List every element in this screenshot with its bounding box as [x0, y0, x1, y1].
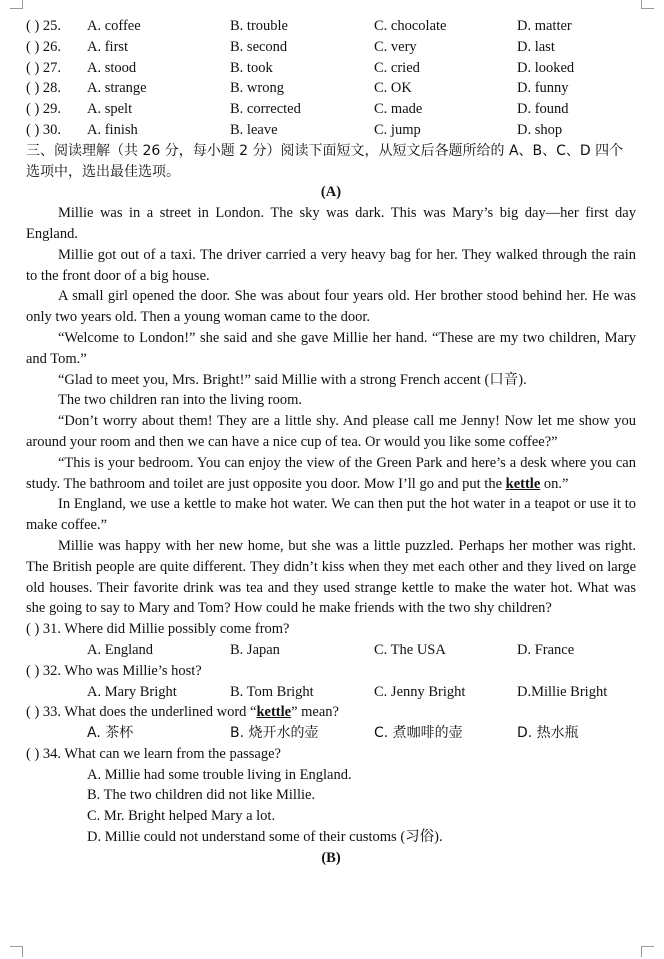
- option-a: A. England: [87, 641, 154, 658]
- corner-mark-bottom-left: [10, 946, 23, 957]
- paragraph: In England, we use a kettle to make hot water. We can then put the hot water in a teapot or use it to make coffee.”: [26, 496, 636, 534]
- option-d: D.Millie Bright: [517, 683, 608, 700]
- option-b: B. corrected: [230, 101, 301, 118]
- option-c: C. very: [374, 38, 417, 55]
- option-row-30: [26, 120, 636, 141]
- question-text: [26, 702, 339, 723]
- question-33-options: [26, 723, 636, 744]
- option-c: C. 煮咖啡的壶: [374, 725, 463, 742]
- question-text-part: ” mean?: [291, 704, 339, 721]
- option-a: A. first: [87, 38, 129, 55]
- document-content: [26, 16, 636, 869]
- option-c: C. cried: [374, 59, 420, 76]
- question-31-options: [26, 640, 636, 661]
- paragraph-text: “This is your bedroom. You can enjoy the view of the Green Park and here’s a desk where you can study. The bathroom and toilet are just opposite you door. Mow I’ll go and put the: [26, 454, 636, 492]
- option-b: B. The two children did not like Millie.: [87, 787, 316, 804]
- option-b: B. trouble: [230, 18, 288, 34]
- option-d: D. Millie could not understand some of their customs (习俗).: [87, 829, 443, 846]
- question-number: ( ) 27.: [26, 59, 62, 76]
- option-b: B. wrong: [230, 80, 284, 97]
- option-d: D. found: [517, 101, 569, 118]
- question-text: ( ) 31. Where did Millie possibly come from?: [26, 621, 290, 638]
- option-a: A. strange: [87, 80, 147, 97]
- option-c: C. made: [374, 101, 423, 118]
- question-text: ( ) 32. Who was Millie’s host?: [26, 662, 202, 679]
- paragraph: “Welcome to London!” she said and she gave Millie her hand. “These are my two children, Mary and Tom.”: [26, 329, 636, 367]
- option-b: B. second: [230, 38, 288, 55]
- option-b: B. Tom Bright: [230, 683, 314, 700]
- passage-b-title: (B): [321, 849, 341, 866]
- underlined-word-kettle: kettle: [505, 475, 541, 492]
- option-b: B. 烧开水的壶: [230, 725, 319, 742]
- paragraph: “Glad to meet you, Mrs. Bright!” said Millie with a strong French accent (口音).: [58, 371, 527, 388]
- question-number: ( ) 30.: [26, 121, 62, 138]
- question-33: [26, 702, 636, 723]
- option-b: B. leave: [230, 121, 278, 138]
- question-text-part: ( ) 33. What does the underlined word “: [26, 704, 257, 721]
- paragraph: Millie got out of a taxi. The driver carried a very heavy bag for her. They walked through the rain to the front door of a big house.: [26, 246, 636, 284]
- paragraph-kettle: [26, 453, 636, 495]
- question-number: ( ) 26.: [26, 38, 62, 55]
- option-c: C. The USA: [374, 641, 446, 658]
- paragraph: Millie was happy with her new home, but she was a little puzzled. Perhaps her mother was right. The British people are quite different. They didn’t kiss when they met each other and they lived on large old houses. Their favorite drink was tea and they used strange kettle to make the water hot. What was she going to say to Mary and Tom? How could he make friends with the two shy children?: [26, 537, 636, 617]
- option-d: D. last: [517, 38, 555, 55]
- question-text: ( ) 34. What can we learn from the passage?: [26, 745, 281, 762]
- option-a: A. Millie had some trouble living in England.: [87, 766, 352, 783]
- option-d: D. looked: [517, 59, 575, 76]
- paragraph: The two children ran into the living room.: [58, 392, 303, 409]
- option-row-26: [26, 37, 636, 58]
- option-d: D. shop: [517, 121, 563, 138]
- option-a: A. spelt: [87, 101, 133, 118]
- question-number: ( ) 29.: [26, 101, 62, 118]
- passage-a-title: (A): [320, 184, 342, 201]
- option-c: C. jump: [374, 121, 421, 138]
- option-b: B. took: [230, 59, 273, 76]
- option-a: A. finish: [87, 121, 138, 138]
- option-c: C. Mr. Bright helped Mary a lot.: [87, 808, 276, 825]
- question-number: ( ) 28.: [26, 80, 62, 97]
- option-a: A. coffee: [87, 18, 141, 34]
- paragraph-text: on.”: [540, 475, 569, 492]
- corner-mark-top-right: [641, 0, 654, 9]
- option-b: B. Japan: [230, 641, 280, 658]
- option-row-29: [26, 99, 636, 120]
- option-d: D. France: [517, 641, 575, 658]
- option-c: C. Jenny Bright: [374, 683, 466, 700]
- option-a: A. Mary Bright: [87, 683, 177, 700]
- question-31: [26, 619, 636, 640]
- option-row-27: [26, 58, 636, 79]
- section-heading: 三、阅读理解（共 26 分，每小题 2 分）阅读下面短文，从短文后各题所给的 A、B、C、D 四个选项中，选出最佳选项。: [26, 142, 624, 180]
- option-row-25: [26, 16, 636, 37]
- option-a: A. stood: [87, 59, 137, 76]
- question-number: ( ) 25.: [26, 18, 62, 34]
- option-c: C. chocolate: [374, 18, 447, 34]
- corner-mark-top-left: [10, 0, 23, 9]
- paragraph: A small girl opened the door. She was about four years old. Her brother stood behind her. He was only two years old. Then a young woman came to the door.: [26, 288, 636, 326]
- option-c: C. OK: [374, 80, 412, 97]
- option-d: D. 热水瓶: [517, 725, 579, 742]
- option-a: A. 茶杯: [87, 725, 134, 742]
- option-row-28: [26, 78, 636, 99]
- option-d: D. funny: [517, 80, 569, 97]
- question-32-options: [26, 682, 636, 703]
- question-34: [26, 744, 636, 765]
- question-32: [26, 661, 636, 682]
- paragraph: Millie was in a street in London. The sky was dark. This was Mary’s big day—her first day England.: [26, 205, 636, 242]
- paragraph: “Don’t worry about them! They are a little shy. And please call me Jenny! Now let me show you around your room and then we can have a nice cup of tea. Or would you like some coffee?”: [26, 413, 636, 450]
- option-d: D. matter: [517, 18, 572, 34]
- corner-mark-bottom-right: [641, 946, 654, 957]
- underlined-word-kettle: kettle: [256, 704, 292, 721]
